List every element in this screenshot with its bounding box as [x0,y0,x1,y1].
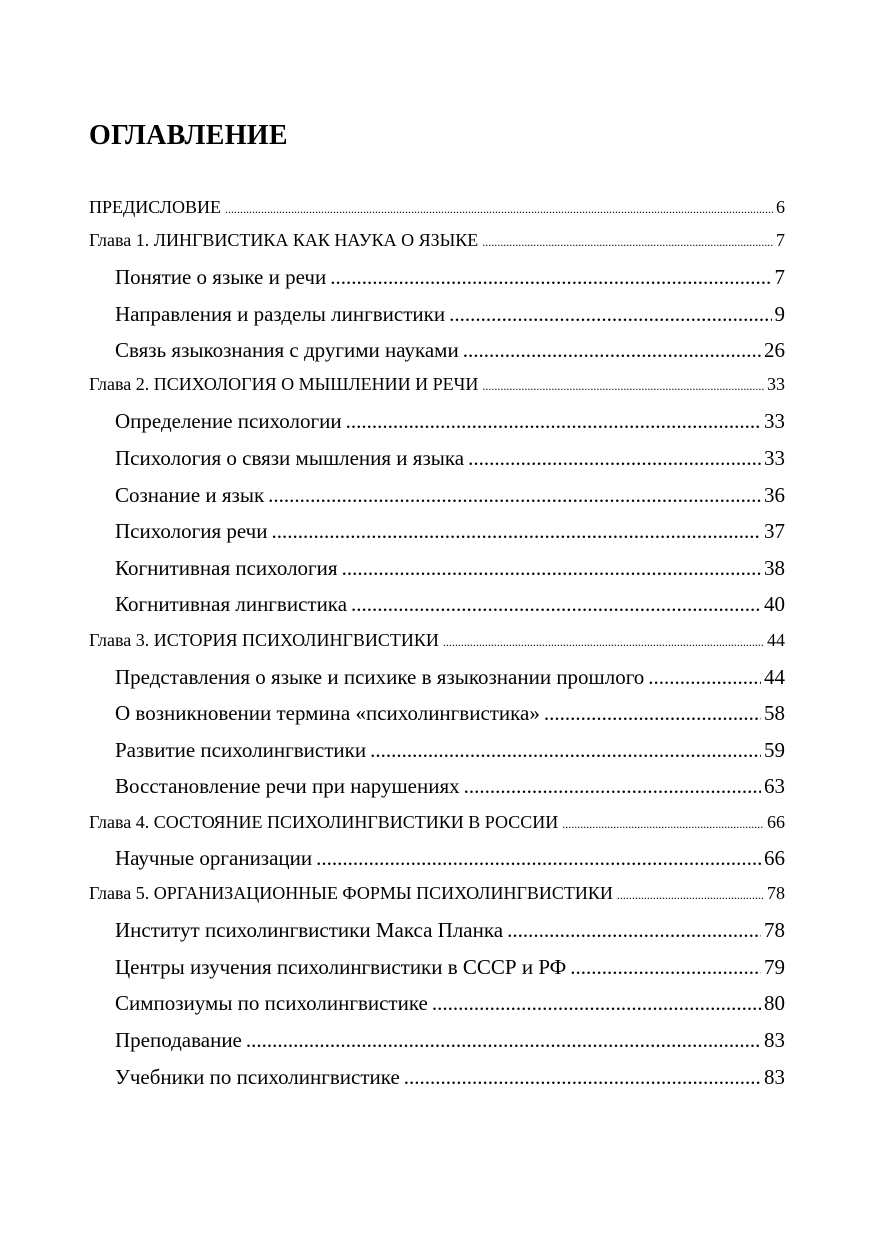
toc-entry-section[interactable] [115,409,785,437]
toc-dot-leader [330,265,771,290]
toc-dot-leader [268,483,761,508]
toc-entry-label: Развитие психолингвистики [115,738,367,762]
toc-entry-page: 36 [764,483,785,507]
toc-entry-page: 66 [764,846,785,870]
toc-entry-label: Представления о языке и психике в языкознании прошлого [115,665,645,689]
toc-entry-section[interactable] [115,446,785,474]
toc-entry-label: Когнитивная психология [115,556,338,580]
toc-entry-preface[interactable] [89,197,785,225]
toc-dot-leader [468,446,761,471]
toc-entry-page: 63 [764,774,785,798]
toc-entry-label: ПРЕДИСЛОВИЕ [89,197,222,217]
toc-dot-leader [463,338,761,363]
toc-entry-label: Глава 2. ПСИХОЛОГИЯ О МЫШЛЕНИИ И РЕЧИ [89,374,479,394]
toc-entry-page: 83 [764,1065,785,1089]
toc-dot-leader [432,991,761,1016]
toc-entry-page: 26 [764,338,785,362]
toc-entry-label: Глава 3. ИСТОРИЯ ПСИХОЛИНГВИСТИКИ [89,630,439,650]
toc-entry-page: 59 [764,738,785,762]
toc-entry-page: 7 [776,230,785,250]
toc-entry-page: 33 [767,374,785,394]
toc-entry-section[interactable] [115,918,785,946]
toc-entry-section[interactable] [115,519,785,547]
toc-entry-section[interactable] [115,1065,785,1093]
toc-entry-chapter-5[interactable] [89,883,785,911]
toc-entry-label: Восстановление речи при нарушениях [115,774,460,798]
toc-entry-page: 78 [764,918,785,942]
toc-entry-label: Глава 4. СОСТОЯНИЕ ПСИХОЛИНГВИСТИКИ В РОССИИ [89,812,559,832]
toc-entry-page: 33 [764,409,785,433]
toc-entry-label: О возникновении термина «психолингвистика» [115,701,540,725]
toc-dot-leader [449,302,771,327]
toc-entry-label: Когнитивная лингвистика [115,592,348,616]
toc-dot-leader [443,630,764,651]
toc-entry-section[interactable] [115,665,785,693]
toc-entry-label: Институт психолингвистики Макса Планка [115,918,504,942]
page-title: ОГЛАВЛЕНИЕ [89,120,288,151]
toc-entry-page: 44 [764,665,785,689]
toc-entry-page: 78 [767,883,785,903]
toc-entry-label: Научные организации [115,846,313,870]
toc-entry-section[interactable] [115,701,785,729]
toc-entry-page: 79 [764,955,785,979]
toc-entry-page: 80 [764,991,785,1015]
toc-dot-leader [346,409,761,434]
toc-dot-leader [482,230,773,251]
toc-entry-section[interactable] [115,592,785,620]
toc-dot-leader [562,812,764,833]
toc-entry-page: 6 [776,197,785,217]
toc-entry-label: Центры изучения психолингвистики в СССР и РФ [115,955,567,979]
toc-entry-section[interactable] [115,302,785,330]
toc-entry-label: Преподавание [115,1028,242,1052]
toc-entry-chapter-2[interactable] [89,374,785,402]
toc-entry-label: Сознание и язык [115,483,265,507]
toc-entry-section[interactable] [115,738,785,766]
toc-entry-page: 83 [764,1028,785,1052]
toc-entry-page: 66 [767,812,785,832]
toc-dot-leader [316,846,761,871]
toc-entry-section[interactable] [115,774,785,802]
toc-dot-leader [370,738,761,763]
toc-dot-leader [404,1065,761,1090]
toc-entry-section[interactable] [115,1028,785,1056]
toc-dot-leader [482,374,764,395]
toc-entry-label: Учебники по психолингвистике [115,1065,400,1089]
toc-dot-leader [648,665,761,690]
toc-entry-section[interactable] [115,991,785,1019]
toc-dot-leader [246,1028,761,1053]
toc-entry-chapter-4[interactable] [89,812,785,840]
toc-entry-section[interactable] [115,955,785,983]
toc-dot-leader [342,556,761,581]
toc-entry-label: Направления и разделы лингвистики [115,302,446,326]
toc-entry-chapter-1[interactable] [89,230,785,258]
toc-entry-page: 58 [764,701,785,725]
toc-entry-page: 37 [764,519,785,543]
toc-entry-label: Связь языкознания с другими науками [115,338,459,362]
toc-entry-section[interactable] [115,483,785,511]
toc-dot-leader [225,197,773,218]
toc-entry-label: Определение психологии [115,409,342,433]
toc-entry-label: Глава 5. ОРГАНИЗАЦИОННЫЕ ФОРМЫ ПСИХОЛИНГВИСТИКИ [89,883,613,903]
toc-dot-leader [617,883,764,904]
toc-entry-page: 7 [774,265,785,289]
toc-entry-section[interactable] [115,338,785,366]
toc-dot-leader [351,592,761,617]
toc-entry-chapter-3[interactable] [89,630,785,658]
toc-entry-section[interactable] [115,556,785,584]
toc-dot-leader [544,701,761,726]
toc-entry-section[interactable] [115,846,785,874]
toc-entry-section[interactable] [115,265,785,293]
toc-entry-label: Глава 1. ЛИНГВИСТИКА КАК НАУКА О ЯЗЫКЕ [89,230,479,250]
toc-entry-label: Симпозиумы по психолингвистике [115,991,428,1015]
toc-entry-page: 33 [764,446,785,470]
toc-entry-page: 9 [774,302,785,326]
toc-dot-leader [272,519,762,544]
toc-dot-leader [570,955,761,980]
toc-entry-page: 38 [764,556,785,580]
toc-entry-page: 40 [764,592,785,616]
toc-dot-leader [464,774,761,799]
toc-entry-label: Психология о связи мышления и языка [115,446,465,470]
toc-entry-label: Понятие о языке и речи [115,265,327,289]
toc-dot-leader [507,918,761,943]
toc-entry-page: 44 [767,630,785,650]
toc-entry-label: Психология речи [115,519,268,543]
